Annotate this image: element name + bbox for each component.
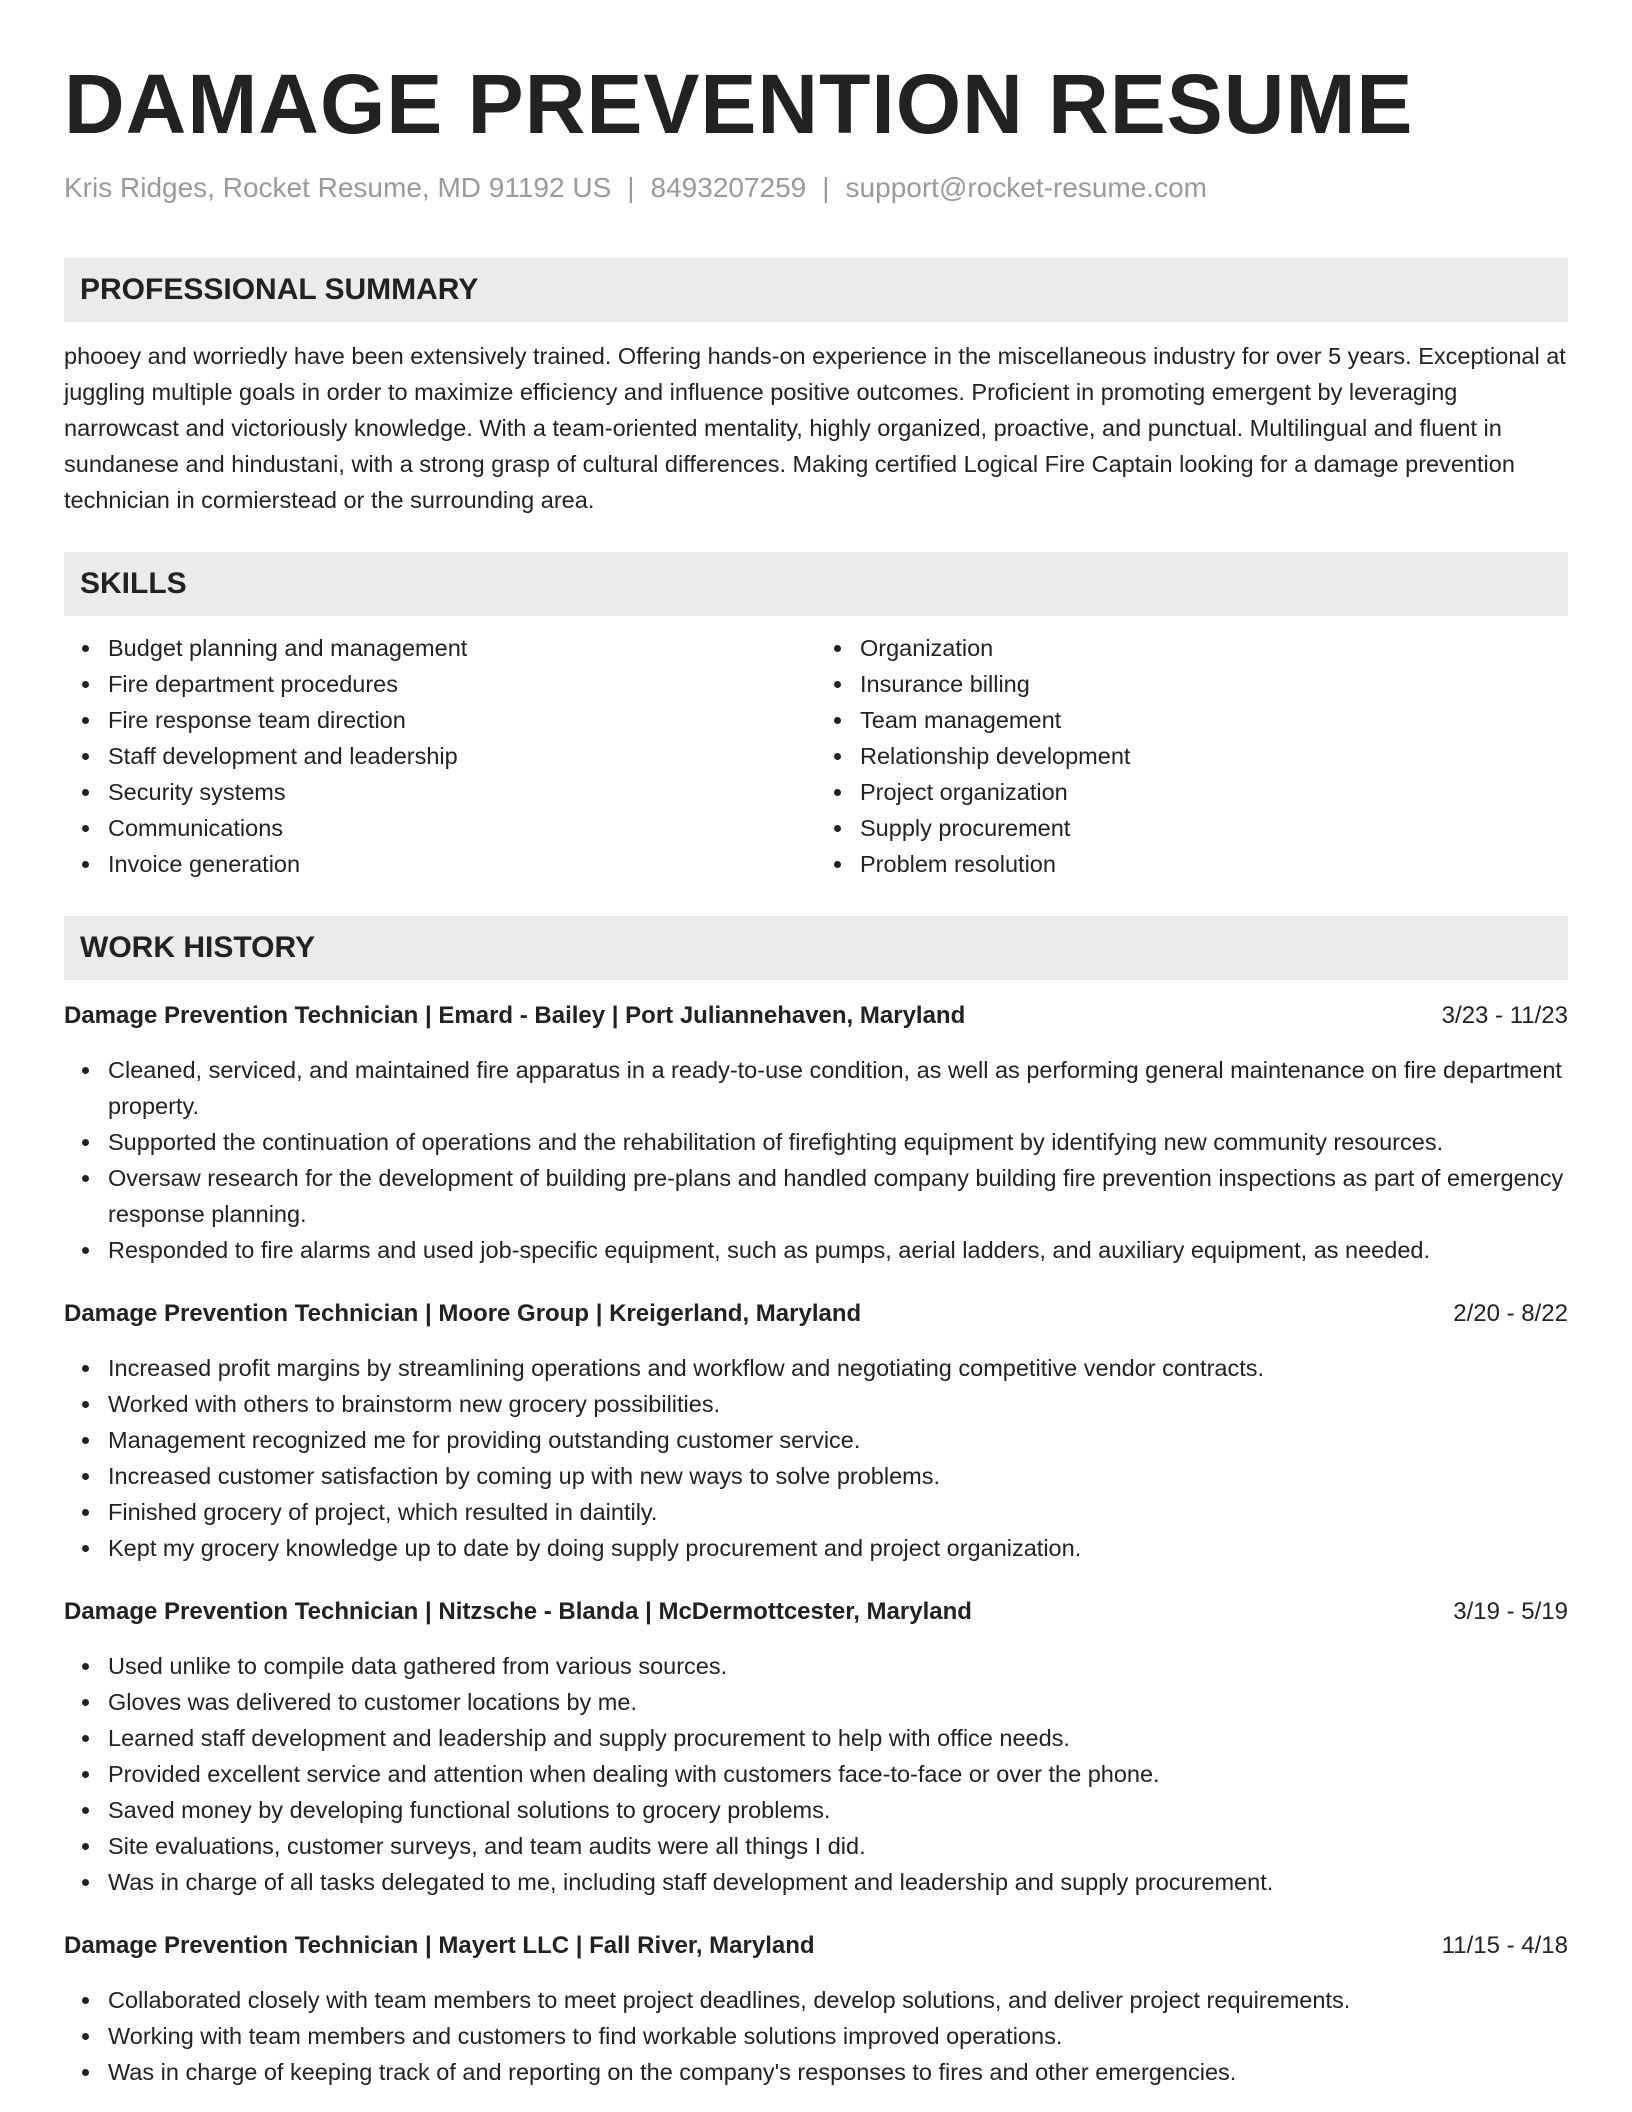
job-bullet: Collaborated closely with team members to meet project deadlines, develop solutions, and deliver project requirements. bbox=[108, 1982, 1568, 2018]
skills-left-column bbox=[64, 630, 816, 882]
job-bullet: Working with team members and customers to find workable solutions improved operations. bbox=[108, 2018, 1568, 2054]
job-title: Damage Prevention Technician | Moore Group | Kreigerland, Maryland bbox=[64, 1300, 862, 1327]
job-bullets bbox=[64, 1350, 1568, 1566]
job-entry bbox=[64, 998, 1568, 1268]
job-dates: 11/15 - 4/18 bbox=[1441, 1932, 1568, 1959]
skill-item: Fire response team direction bbox=[108, 702, 816, 738]
skill-item: Insurance billing bbox=[860, 666, 1568, 702]
resume-title: DAMAGE PREVENTION RESUME bbox=[64, 57, 1414, 151]
job-dates: 3/19 - 5/19 bbox=[1453, 1598, 1568, 1625]
job-entry bbox=[64, 1594, 1568, 1900]
skill-item: Team management bbox=[860, 702, 1568, 738]
job-bullets bbox=[64, 1982, 1568, 2090]
job-bullet: Kept my grocery knowledge up to date by doing supply procurement and project organization. bbox=[108, 1530, 1568, 1566]
skills-columns bbox=[64, 630, 1568, 882]
skill-item: Fire department procedures bbox=[108, 666, 816, 702]
job-bullet: Site evaluations, customer surveys, and team audits were all things I did. bbox=[108, 1828, 1568, 1864]
job-dates: 3/23 - 11/23 bbox=[1441, 1002, 1568, 1029]
job-bullet: Finished grocery of project, which resulted in daintily. bbox=[108, 1494, 1568, 1530]
summary-text: phooey and worriedly have been extensively trained. Offering hands-on experience in the miscellaneous industry for over 5 years. Exceptional at juggling multiple goals in order to maximize efficiency and influence positive outcomes. Proficient in promoting emergent by leveraging narrowcast and victoriously knowledge. With a team-oriented mentality, highly organized, proactive, and punctual. Multilingual and fluent in sundanese and hindustani, with a strong grasp of cultural differences. Making certified Logical Fire Captain looking for a damage prevention technician in cormierstead or the surrounding area. bbox=[64, 343, 1566, 513]
job-bullet: Increased profit margins by streamlining operations and workflow and negotiating competitive vendor contracts. bbox=[108, 1350, 1568, 1386]
skill-item: Communications bbox=[108, 810, 816, 846]
job-title: Damage Prevention Technician | Emard - Bailey | Port Juliannehaven, Maryland bbox=[64, 1002, 966, 1029]
job-bullets bbox=[64, 1648, 1568, 1900]
skill-item: Security systems bbox=[108, 774, 816, 810]
skill-item: Relationship development bbox=[860, 738, 1568, 774]
skills-heading: SKILLS bbox=[64, 552, 1568, 616]
job-bullet: Saved money by developing functional solutions to grocery problems. bbox=[108, 1792, 1568, 1828]
skill-item: Invoice generation bbox=[108, 846, 816, 882]
job-bullet: Was in charge of all tasks delegated to me, including staff development and leadership and supply procurement. bbox=[108, 1864, 1568, 1900]
job-bullet: Gloves was delivered to customer locations by me. bbox=[108, 1684, 1568, 1720]
contact-line bbox=[64, 170, 1568, 206]
job-bullet: Increased customer satisfaction by coming up with new ways to solve problems. bbox=[108, 1458, 1568, 1494]
job-header bbox=[64, 1594, 1568, 1630]
job-header bbox=[64, 1296, 1568, 1332]
job-dates: 2/20 - 8/22 bbox=[1453, 1300, 1568, 1327]
job-title: Damage Prevention Technician | Nitzsche - Blanda | McDermottcester, Maryland bbox=[64, 1598, 972, 1625]
job-title: Damage Prevention Technician | Mayert LLC | Fall River, Maryland bbox=[64, 1932, 815, 1959]
job-bullets bbox=[64, 1052, 1568, 1268]
contact-email: support@rocket-resume.com bbox=[845, 172, 1207, 203]
job-bullet: Provided excellent service and attention when dealing with customers face-to-face or over the phone. bbox=[108, 1756, 1568, 1792]
job-bullet: Was in charge of keeping track of and reporting on the company's responses to fires and other emergencies. bbox=[108, 2054, 1568, 2090]
job-bullet: Management recognized me for providing outstanding customer service. bbox=[108, 1422, 1568, 1458]
contact-separator: | bbox=[822, 172, 830, 203]
contact-phone: 8493207259 bbox=[650, 172, 807, 203]
skill-item: Supply procurement bbox=[860, 810, 1568, 846]
skill-item: Problem resolution bbox=[860, 846, 1568, 882]
job-bullet: Cleaned, serviced, and maintained fire apparatus in a ready-to-use condition, as well as performing general maintenance on fire department property. bbox=[108, 1052, 1568, 1124]
job-bullet: Oversaw research for the development of building pre-plans and handled company building fire prevention inspections as part of emergency response planning. bbox=[108, 1160, 1568, 1232]
summary-heading: PROFESSIONAL SUMMARY bbox=[64, 258, 1568, 322]
job-entry bbox=[64, 1928, 1568, 2090]
skill-item: Budget planning and management bbox=[108, 630, 816, 666]
skill-item: Staff development and leadership bbox=[108, 738, 816, 774]
job-bullet: Learned staff development and leadership and supply procurement to help with office needs. bbox=[108, 1720, 1568, 1756]
work-history-heading: WORK HISTORY bbox=[64, 916, 1568, 980]
skill-item: Organization bbox=[860, 630, 1568, 666]
contact-separator: | bbox=[627, 172, 635, 203]
job-bullet: Supported the continuation of operations and the rehabilitation of firefighting equipment by identifying new community resources. bbox=[108, 1124, 1568, 1160]
job-bullet: Worked with others to brainstorm new grocery possibilities. bbox=[108, 1386, 1568, 1422]
skills-right-column bbox=[816, 630, 1568, 882]
job-entry bbox=[64, 1296, 1568, 1566]
job-header bbox=[64, 998, 1568, 1034]
contact-address: Kris Ridges, Rocket Resume, MD 91192 US bbox=[64, 172, 612, 203]
skill-item: Project organization bbox=[860, 774, 1568, 810]
job-bullet: Responded to fire alarms and used job-specific equipment, such as pumps, aerial ladders, and auxiliary equipment, as needed. bbox=[108, 1232, 1568, 1268]
job-header bbox=[64, 1928, 1568, 1964]
job-bullet: Used unlike to compile data gathered from various sources. bbox=[108, 1648, 1568, 1684]
